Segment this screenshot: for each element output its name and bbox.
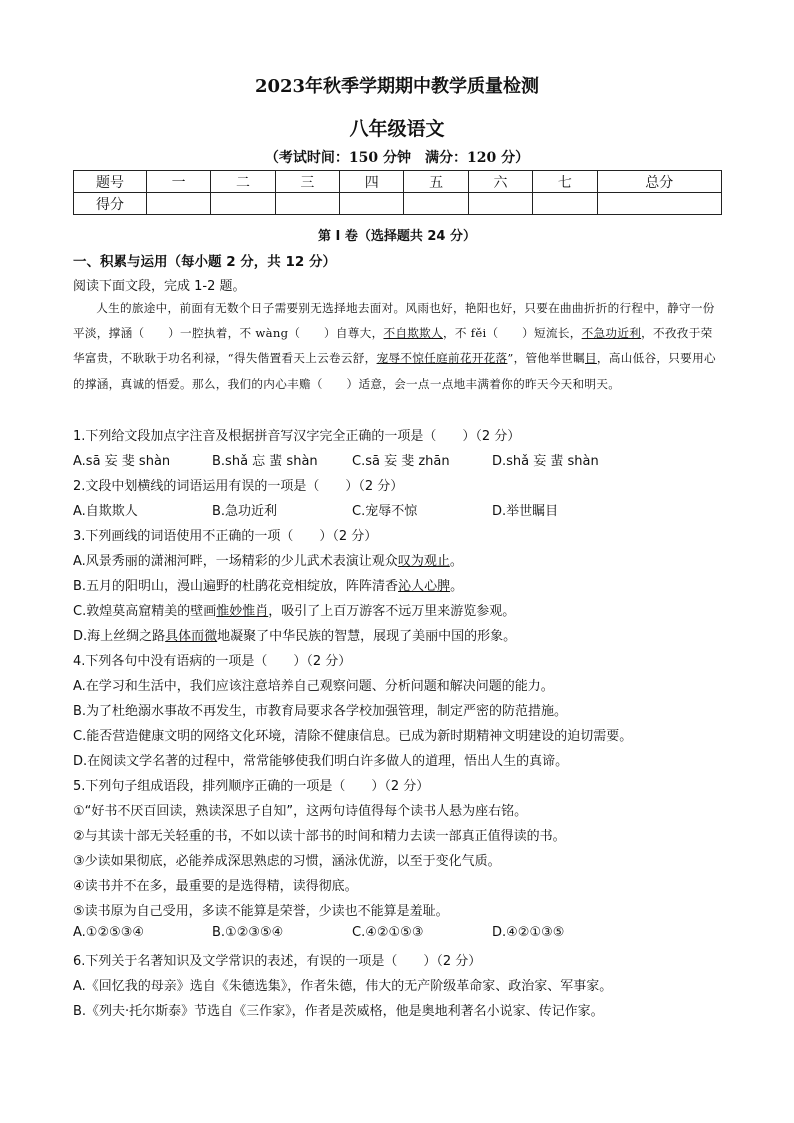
q3-option-c — [73, 600, 515, 619]
score-row-label: 得分 — [74, 193, 147, 215]
underlined-phrase: 叹为观止 — [397, 554, 450, 569]
question-5-stem: 5.下列句子组成语段，排列顺序正确的一项是（ ）（2 分） — [73, 779, 430, 794]
q5-sentence-2: ②与其读十部无关轻重的书，不如以读十部书的时间和精力去读一部真正值得读的书。 — [73, 829, 566, 844]
q2-option-c: C.宠辱不惊 — [352, 504, 418, 519]
q5-sentence-5: ⑤读书原为自己受用，多读不能算是荣誉，少读也不能算是羞耻。 — [73, 904, 449, 919]
reading-passage — [73, 296, 723, 397]
option-text: A.风景秀丽的潇湘河畔，一场精彩的少儿武术表演让观众 — [73, 554, 398, 569]
q5-option-b: B.①②③⑤④ — [212, 925, 284, 940]
score-cell: 七 — [533, 171, 597, 193]
q4-option-c: C.能否营造健康文明的网络文化环境，清除不健康信息。已成为新时期精神文明建设的迫切需要。 — [73, 729, 633, 744]
q1-option-d: D.shǎ 妄 蜚 shàn — [492, 454, 599, 469]
score-blank — [404, 193, 468, 215]
option-text: 。 — [449, 554, 463, 569]
score-cell: 三 — [275, 171, 339, 193]
underlined-phrase: 沁人心脾 — [398, 579, 451, 594]
score-blank — [340, 193, 404, 215]
passage-text: ，不孜孜于荣华富贵，不耿耿于功名利禄，“得失偕置看天上云卷云舒， — [73, 326, 713, 366]
score-cell: 六 — [468, 171, 532, 193]
option-text: 。 — [450, 579, 464, 594]
passage-text: ，不 fěi（ ）短流长， — [442, 326, 582, 341]
section-intro: 阅读下面文段，完成 1-2 题。 — [73, 279, 246, 294]
score-cell: 二 — [211, 171, 275, 193]
exam-title: 2023年秋季学期期中教学质量检测 — [254, 76, 540, 97]
score-table — [73, 170, 722, 215]
q2-option-a: A.自欺欺人 — [73, 504, 138, 519]
score-blank — [533, 193, 597, 215]
score-cell: 一 — [147, 171, 211, 193]
score-cell: 五 — [404, 171, 468, 193]
q3-option-d — [73, 625, 516, 644]
question-1-stem: 1.下列给文段加点字注音及根据拼音写汉字完全正确的一项是（ ）（2 分） — [73, 429, 521, 444]
question-6-stem: 6.下列关于名著知识及文学常识的表述，有误的一项是（ ）（2 分） — [73, 954, 482, 969]
q6-option-b: B.《列夫·托尔斯泰》节选自《三作家》，作者是茨威格，他是奥地利著名小说家、传记作家。 — [73, 1004, 604, 1019]
score-blank — [211, 193, 275, 215]
q6-option-a: A.《回忆我的母亲》选自《朱德选集》，作者朱德，伟大的无产阶级革命家、政治家、军事家。 — [73, 979, 613, 994]
option-text: ，吸引了上百万游客不远万里来游览参观。 — [268, 604, 516, 619]
q5-option-d: D.④②①③⑤ — [492, 925, 565, 940]
q3-option-a — [73, 550, 463, 569]
exam-subtitle: 八年级语文 — [349, 118, 445, 140]
q4-option-b: B.为了杜绝溺水事故不再发生，市教育局要求各学校加强管理，制定严密的防范措施。 — [73, 704, 568, 719]
q4-option-a: A.在学习和生活中，我们应该注意培养自己观察问题、分析问题和解决问题的能力。 — [73, 679, 554, 694]
q1-option-c: C.sā 妄 斐 zhān — [352, 454, 450, 469]
underlined-phrase: 不自欺欺人 — [383, 326, 443, 341]
option-text: C.敦煌莫高窟精美的壁画 — [73, 604, 217, 619]
exam-info: （考试时间：150 分钟 满分：120 分） — [264, 150, 530, 166]
q5-option-c: C.④②①⑤③ — [352, 925, 424, 940]
score-cell: 四 — [340, 171, 404, 193]
score-blank — [147, 193, 211, 215]
q1-option-b: B.shǎ 忘 蜚 shàn — [212, 454, 318, 469]
question-3-stem: 3.下列画线的词语使用不正确的一项（ ）（2 分） — [73, 529, 378, 544]
underlined-phrase: 具体而微 — [165, 629, 218, 644]
passage-text: 人生的旅途中，前面有无数个日子需要别无选择地去面对。风雨也好，艳阳也好，只要在曲曲折折的行程中，静守一份平淡，撑涵（ ）一腔执着，不 wàng（ ）自尊大， — [73, 301, 715, 341]
option-text: B.五月的阳明山，漫山遍野的杜鹃花竞相绽放，阵阵清香 — [73, 579, 399, 594]
passage-text: ”，管他举世瞩 — [507, 351, 586, 366]
score-cell: 题号 — [74, 171, 147, 193]
section-heading: 一、积累与运用（每小题 2 分，共 12 分） — [73, 254, 336, 270]
underlined-phrase: 目 — [585, 351, 597, 366]
q4-option-d: D.在阅读文学名著的过程中，常常能够使我们明白许多做人的道理，悟出人生的真谛。 — [73, 754, 569, 769]
passage-text: ，高山低谷，只要用心的撑涵，真诚的悟爱。那么，我们的内心丰赡（ ）适意，会一点一点地丰满着你的昨天今天和明天。 — [73, 351, 716, 391]
q2-option-d: D.举世瞩目 — [492, 504, 559, 519]
score-blank — [468, 193, 532, 215]
q3-option-b — [73, 575, 463, 594]
score-table-header-row — [74, 171, 722, 193]
option-text: 地凝聚了中华民族的智慧，展现了美丽中国的形象。 — [217, 629, 517, 644]
question-4-stem: 4.下列各句中没有语病的一项是（ ）（2 分） — [73, 654, 352, 669]
score-cell: 总分 — [597, 171, 721, 193]
underlined-phrase: 惟妙惟肖 — [216, 604, 269, 619]
q5-sentence-3: ③少读如果彻底，必能养成深思熟虑的习惯，涵泳优游，以至于变化气质。 — [73, 854, 501, 869]
q1-option-a: A.sā 妄 斐 shàn — [73, 454, 171, 469]
volume-title: 第 I 卷（选择题共 24 分） — [317, 229, 477, 244]
underlined-phrase: 不急功近利 — [581, 326, 642, 341]
underlined-phrase: 宠辱不惊任庭前花开花落 — [376, 351, 508, 366]
option-text: D.海上丝绸之路 — [73, 629, 166, 644]
score-blank — [597, 193, 721, 215]
q5-sentence-4: ④读书并不在多，最重要的是选得精，读得彻底。 — [73, 879, 358, 894]
q5-sentence-1: ①“好书不厌百回读，熟读深思子自知”，这两句诗值得每个读书人悬为座右铭。 — [73, 804, 528, 819]
score-table-score-row — [74, 193, 722, 215]
score-blank — [275, 193, 339, 215]
question-2-stem: 2.文段中划横线的词语运用有误的一项是（ ）（2 分） — [73, 479, 404, 494]
q2-option-b: B.急功近利 — [212, 504, 278, 519]
q5-option-a: A.①②⑤③④ — [73, 925, 145, 940]
